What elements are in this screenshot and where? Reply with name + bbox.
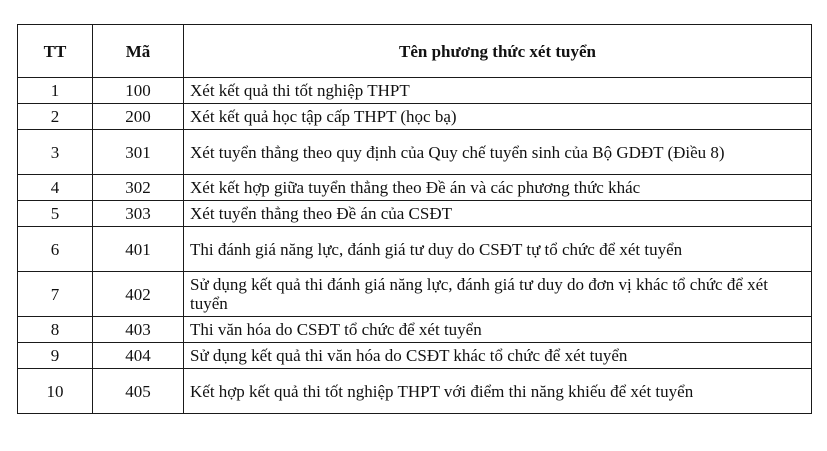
cell-method-name: Kết hợp kết quả thi tốt nghiệp THPT với điểm thi năng khiếu để xét tuyển xyxy=(184,369,812,414)
cell-ma: 303 xyxy=(93,201,184,227)
cell-tt: 5 xyxy=(18,201,93,227)
table-row xyxy=(18,104,812,130)
table-row xyxy=(18,317,812,343)
cell-ma: 302 xyxy=(93,175,184,201)
cell-method-name: Xét kết hợp giữa tuyển thẳng theo Đề án và các phương thức khác xyxy=(184,175,812,201)
cell-method-name: Sử dụng kết quả thi văn hóa do CSĐT khác tổ chức để xét tuyển xyxy=(184,343,812,369)
header-tt: TT xyxy=(18,25,93,78)
cell-tt: 1 xyxy=(18,78,93,104)
cell-method-name: Xét tuyển thẳng theo Đề án của CSĐT xyxy=(184,201,812,227)
cell-method-name: Xét tuyển thẳng theo quy định của Quy chế tuyển sinh của Bộ GDĐT (Điều 8) xyxy=(184,130,812,175)
cell-method-name: Sử dụng kết quả thi đánh giá năng lực, đánh giá tư duy do đơn vị khác tổ chức để xét tuyển xyxy=(184,272,812,317)
cell-ma: 301 xyxy=(93,130,184,175)
cell-method-name: Thi văn hóa do CSĐT tổ chức để xét tuyển xyxy=(184,317,812,343)
table-row xyxy=(18,78,812,104)
cell-ma: 405 xyxy=(93,369,184,414)
admission-methods-table-container xyxy=(17,24,811,414)
cell-tt: 4 xyxy=(18,175,93,201)
cell-ma: 100 xyxy=(93,78,184,104)
admission-methods-table xyxy=(17,24,812,414)
table-row xyxy=(18,175,812,201)
cell-tt: 7 xyxy=(18,272,93,317)
cell-ma: 404 xyxy=(93,343,184,369)
header-ma: Mã xyxy=(93,25,184,78)
cell-method-name: Xét kết quả thi tốt nghiệp THPT xyxy=(184,78,812,104)
cell-tt: 3 xyxy=(18,130,93,175)
cell-tt: 6 xyxy=(18,227,93,272)
table-row xyxy=(18,343,812,369)
table-row xyxy=(18,201,812,227)
table-header-row xyxy=(18,25,812,78)
table-row xyxy=(18,227,812,272)
cell-ma: 401 xyxy=(93,227,184,272)
cell-ma: 200 xyxy=(93,104,184,130)
cell-method-name: Thi đánh giá năng lực, đánh giá tư duy do CSĐT tự tổ chức để xét tuyển xyxy=(184,227,812,272)
cell-ma: 403 xyxy=(93,317,184,343)
table-row xyxy=(18,369,812,414)
cell-tt: 8 xyxy=(18,317,93,343)
cell-tt: 9 xyxy=(18,343,93,369)
header-method-name: Tên phương thức xét tuyển xyxy=(184,25,812,78)
table-row xyxy=(18,130,812,175)
cell-tt: 2 xyxy=(18,104,93,130)
table-row xyxy=(18,272,812,317)
cell-ma: 402 xyxy=(93,272,184,317)
cell-method-name: Xét kết quả học tập cấp THPT (học bạ) xyxy=(184,104,812,130)
cell-tt: 10 xyxy=(18,369,93,414)
